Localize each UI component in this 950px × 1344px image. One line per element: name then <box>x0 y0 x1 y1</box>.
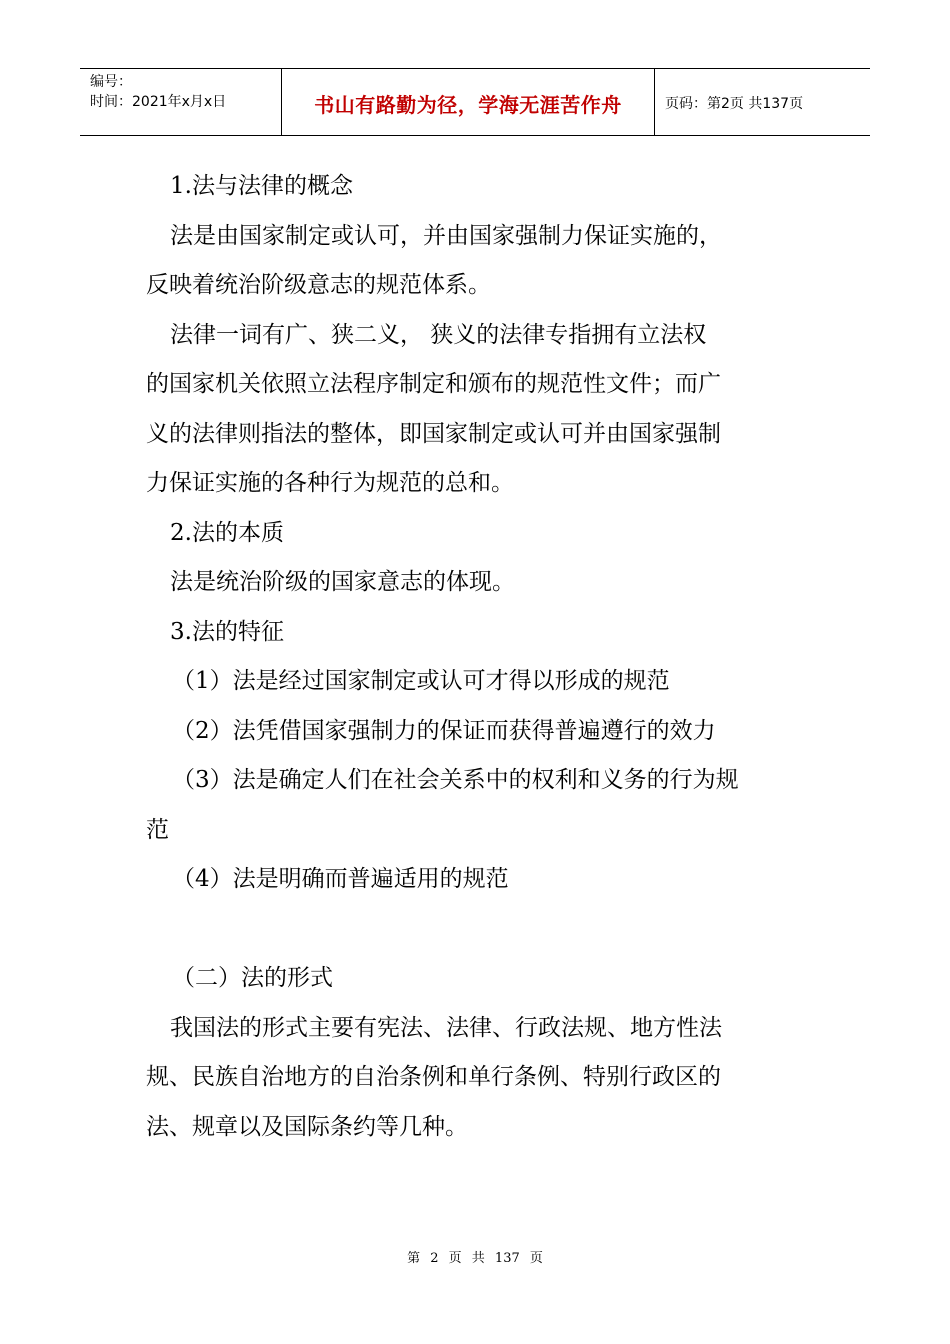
paragraph-line: 法是统治阶级的国家意志的体现。 <box>170 569 515 595</box>
list-item: （2）法凭借国家强制力的保证而获得普遍遵行的效力 <box>172 717 716 744</box>
header-motto-cell <box>282 69 655 135</box>
list-item: （1）法是经过国家制定或认可才得以形成的规范 <box>172 668 670 694</box>
paragraph-line: 法律一词有广、狭二义， 狭义的法律专指拥有立法权 <box>170 321 707 348</box>
blank-line <box>146 905 816 955</box>
section-heading: （二）法的形式 <box>172 965 333 991</box>
paragraph-line: 规、民族自治地方的自治条例和单行条例、特别行政区的 <box>146 1064 721 1090</box>
paragraph-line: 我国法的形式主要有宪法、法律、行政法规、地方性法 <box>170 1014 722 1041</box>
document-header <box>80 68 870 136</box>
header-page-cell <box>655 70 870 136</box>
list-item-continuation: 范 <box>146 816 169 843</box>
header-page-info: 页码：第2页 共137页 <box>665 96 804 112</box>
document-body <box>146 162 816 1152</box>
list-item: （4）法是明确而普遍适用的规范 <box>172 866 509 892</box>
paragraph-line: 法是由国家制定或认可，并由国家强制力保证实施的， <box>170 222 722 249</box>
paragraph-line: 力保证实施的各种行为规范的总和。 <box>146 470 514 496</box>
page-footer: 第 2 页 共 137 页 <box>407 1251 543 1266</box>
section-heading: 2.法的本质 <box>170 519 284 546</box>
list-item: （3）法是确定人们在社会关系中的权利和义务的行为规 <box>172 767 739 793</box>
header-motto: 书山有路勤为径，学海无涯苦作舟 <box>314 92 622 117</box>
paragraph-line: 法、规章以及国际条约等几种。 <box>146 1113 468 1140</box>
section-heading: 1.法与法律的概念 <box>170 173 353 199</box>
paragraph-line: 的国家机关依照立法程序制定和颁布的规范性文件；而广 <box>146 371 721 397</box>
section-heading: 3.法的特征 <box>170 618 284 645</box>
paragraph-line: 义的法律则指法的整体，即国家制定或认可并由国家强制 <box>146 420 721 447</box>
paragraph-line: 反映着统治阶级意志的规范体系。 <box>146 272 491 298</box>
document-number-label: 编号： <box>90 74 132 90</box>
document-time-label: 时间：2021年x月x日 <box>90 94 227 110</box>
header-meta-cell <box>80 69 282 135</box>
